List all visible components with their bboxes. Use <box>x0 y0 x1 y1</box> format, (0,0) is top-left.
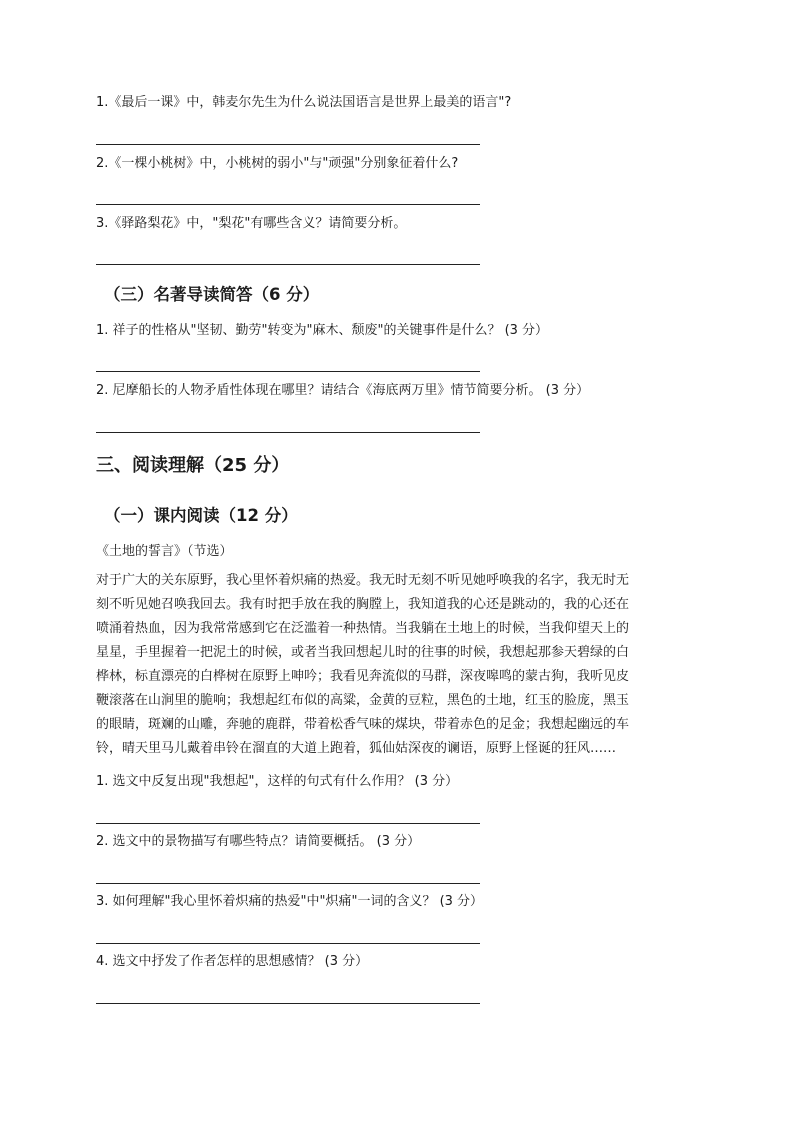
answer-line[interactable] <box>96 204 480 205</box>
question-text: 1. 祥子的性格从"坚韧、勤劳"转变为"麻木、颓废"的关键事件是什么？ (3 分） <box>96 323 549 338</box>
passage-line: 铃，晴天里马儿戴着串铃在溜直的大道上跑着，狐仙姑深夜的谰语，原野上怪诞的狂风…… <box>96 741 617 756</box>
section-heading: （一）课内阅读（12 分） <box>104 506 298 525</box>
answer-line[interactable] <box>96 1003 480 1004</box>
reading-passage <box>96 569 700 761</box>
question-text: 1. 选文中反复出现"我想起"，这样的句式有什么作用？ (3 分） <box>96 774 459 789</box>
passage-line: 桦林，标直漂亮的白桦树在原野上呻吟；我看见奔流似的马群，深夜嗥鸣的蒙古狗，我听见皮 <box>96 669 630 684</box>
answer-line[interactable] <box>96 371 480 372</box>
part-heading: 三、阅读理解（25 分） <box>96 455 290 476</box>
answer-line[interactable] <box>96 432 480 433</box>
answer-line[interactable] <box>96 823 480 824</box>
passage-source: 《土地的誓言》（节选） <box>96 544 233 559</box>
answer-line[interactable] <box>96 264 480 265</box>
answer-line[interactable] <box>96 883 480 884</box>
question-text: 3. 如何理解"我心里怀着炽痛的热爱"中"炽痛"一词的含义？ (3 分） <box>96 894 484 909</box>
question-text: 1.《最后一课》中，韩麦尔先生为什么说法国语言是世界上最美的语言"? <box>96 95 512 110</box>
question-text: 4. 选文中抒发了作者怎样的思想感情？ (3 分） <box>96 954 369 969</box>
answer-line[interactable] <box>96 144 480 145</box>
question-text: 2.《一棵小桃树》中，小桃树的弱小"与"顽强"分别象征着什么? <box>96 156 459 171</box>
question-text: 3.《驿路梨花》中，"梨花"有哪些含义？请简要分析。 <box>96 216 407 231</box>
answer-line[interactable] <box>96 943 480 944</box>
passage-line: 刻不听见她召唤我回去。我有时把手放在我的胸膛上，我知道我的心还是跳动的，我的心还在 <box>96 597 630 612</box>
passage-line: 鞭滚落在山涧里的脆响；我想起红布似的高粱，金黄的豆粒，黑色的土地，红玉的脸庞，黑玉 <box>96 693 630 708</box>
passage-line: 的眼睛，斑斓的山雕，奔驰的鹿群，带着松香气味的煤块，带着赤色的足金；我想起幽远的车 <box>96 717 630 732</box>
section-heading: （三）名著导读简答（6 分） <box>104 285 320 304</box>
question-text: 2. 尼摩船长的人物矛盾性体现在哪里？请结合《海底两万里》情节简要分析。 (3 分） <box>96 383 590 398</box>
passage-line: 星星，手里握着一把泥土的时候，或者当我回想起儿时的往事的时候，我想起那参天碧绿的白 <box>96 645 630 660</box>
passage-line: 喷涌着热血，因为我常常感到它在泛滥着一种热情。当我躺在土地上的时候，当我仰望天上的 <box>96 621 630 636</box>
question-text: 2. 选文中的景物描写有哪些特点？请简要概括。 (3 分） <box>96 834 421 849</box>
passage-line: 对于广大的关东原野，我心里怀着炽痛的热爱。我无时无刻不听见她呼唤我的名字，我无时无 <box>96 573 630 588</box>
